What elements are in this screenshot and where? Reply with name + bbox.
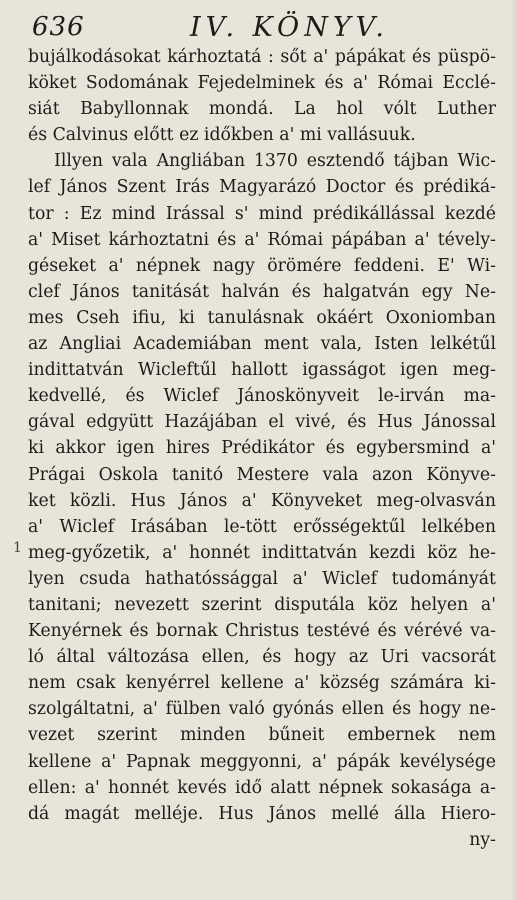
margin-note: 1 [13,540,22,556]
text-line: vezet szerint minden bűneit embernek nem [28,725,496,746]
text-line: mes Cseh ifiu, ki tanulásnak okáért Oxoniomban [28,307,496,328]
text-line: nem csak kenyérrel kellene a' község számára ki- [28,673,496,694]
text-line: ló által változása ellen, és hogy az Uri vacsorát [28,647,496,668]
running-head: IV. KÖNYV. [190,12,390,43]
text-line: Kenyérnek és bornak Christus testévé és vérévé va- [28,621,496,642]
text-line: szolgáltatni, a' fülben való gyónás ellen és hogy ne- [28,699,496,720]
page-number: 636 [32,12,85,42]
text-line: dá magát melléje. Hus János mellé álla Hiero- [28,803,496,824]
text-line: meg-győzetik, a' honnét indittatván kezdi köz he- [28,542,496,563]
page-edge-shadow [511,0,517,900]
text-line: ket közli. Hus János a' Könyveket meg-olvasván [28,490,496,511]
text-line: géseket a' népnek nagy örömére feddeni. E' Wi- [28,255,496,276]
text-line: Illyen vala Angliában 1370 esztendő tájban Wic- [54,151,496,172]
text-line: Prágai Oskola tanitó Mestere vala azon Könyve- [28,464,496,485]
text-line: lyen csuda hathatóssággal a' Wiclef tudományát [28,568,496,589]
text-line: az Angliai Academiában ment vala, Isten lelkétűl [28,334,496,355]
text-line: tanitani; nevezett szerint disputála köz helyen a' [28,594,496,615]
page-header [30,12,497,44]
text-line: bujálkodásokat kárhoztatá : sőt a' pápákat és püspö- [28,47,496,67]
text-line: gával edgyütt Hazájában el vivé, és Hus Jánossal [28,412,496,433]
text-line: köket Sodomának Fejedelminek és a' Római Ecclé- [28,73,496,94]
text-line: clef János tanitását halván és halgatván egy Ne- [28,281,496,302]
catchword: ny- [469,829,496,850]
text-line: kellene a' Papnak meggyonni, a' pápák kevélysége [28,751,496,772]
text-line: és Calvinus előtt ez időkben a' mi vallásuuk. [28,125,416,146]
text-line: a' Miset kárhoztatni és a' Római pápában a' tévely- [28,229,496,250]
text-line: kedvellé, és Wiclef Jánoskönyveit le-irván ma- [28,386,496,407]
text-line: tor : Ez mind Irással s' mind prédikállással kezdé [28,203,496,224]
text-line: lef János Szent Irás Magyarázó Doctor és prédiká- [28,177,496,198]
text-line: ellen: a' honnét kevés idő alatt népnek sokasága a- [28,777,496,798]
text-line: indittatván Wicleftűl hallott igasságot igen meg- [28,360,496,381]
text-line: siát Babyllonnak mondá. La hol vólt Luther [28,99,496,120]
text-line: ki akkor igen hires Prédikátor és egybersmind a' [28,438,496,459]
text-line: a' Wiclef Irásában le-tött erősségektűl lelkében [28,516,496,537]
body-text [28,44,496,853]
